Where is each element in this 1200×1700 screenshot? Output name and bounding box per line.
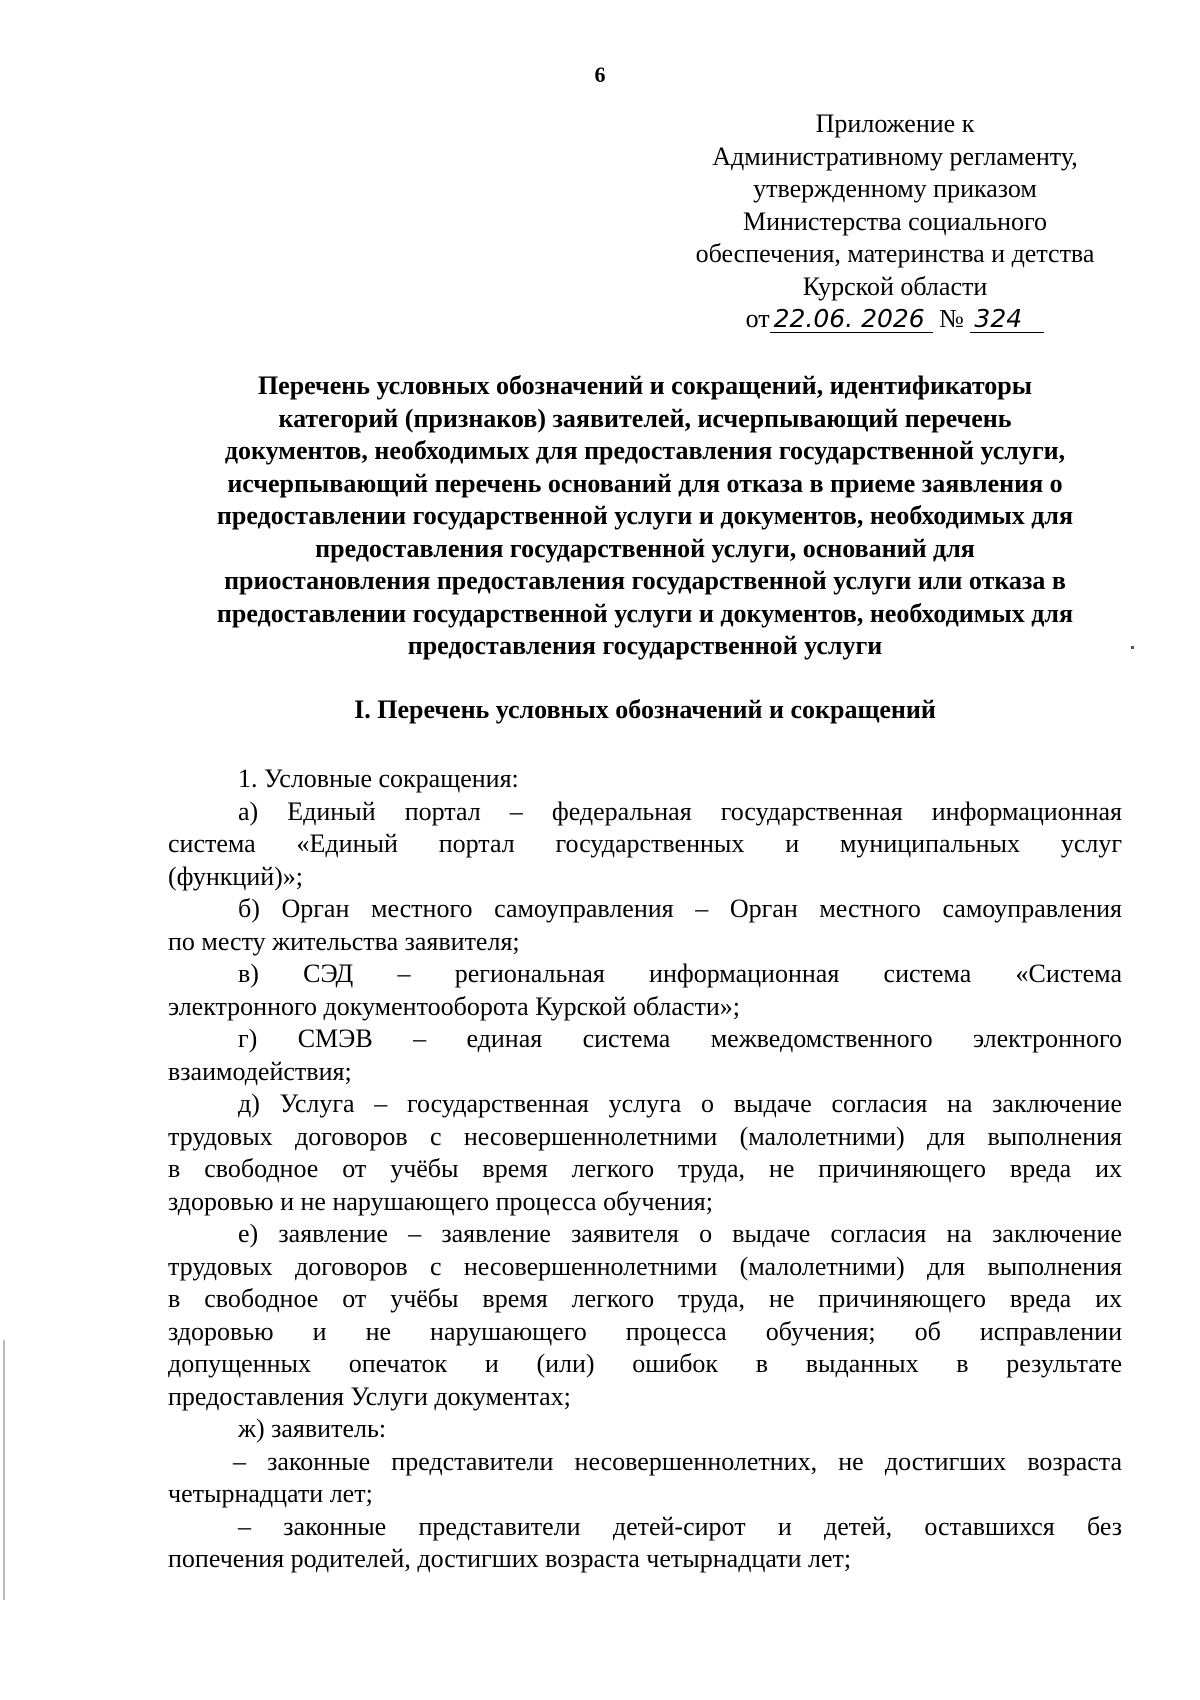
body-line: в) СЭД – региональная информационная система «Система [238,959,1122,988]
body-line: допущенных опечаток и (или) ошибок в выданных в результате [168,1349,1122,1378]
body-line: система «Единый портал государственных и муниципальных услуг [168,829,1122,858]
approval-line: утвержденному приказом [753,174,1037,203]
title-line: предоставлении государственной услуги и документов, необходимых для [216,598,1074,628]
body-line: б) Орган местного самоуправления – Орган местного самоуправления [238,894,1122,923]
title-line: предоставлении государственной услуги и документов, необходимых для [216,501,1074,530]
title-line: Перечень условных обозначений и сокращений, идентификаторы [257,371,1033,400]
body-line: а) Единый портал – федеральная государственная информационная [238,796,1122,826]
body-line: 1. Условные сокращения: [238,764,519,793]
approval-line: Курской области [802,271,988,301]
scan-speck [3,1340,5,1600]
body-line: четырнадцати лет; [168,1479,373,1508]
approval-line: обеспечения, материнства и детства [695,239,1095,268]
body-line: (функций)»; [168,861,304,891]
approval-line: Административному регламенту, [712,141,1078,171]
body-line: г) СМЭВ – единая система межведомственного электронного [238,1024,1122,1053]
handwritten-date: 22.06. 2026 [770,306,933,333]
approval-date-number-line [660,303,1130,336]
body-line: в свободное от учёбы время легкого труда, не причиняющего вреда их [168,1284,1122,1313]
scan-speck [1131,646,1134,649]
body-line: здоровью и не нарушающего процесса обучения; об исправлении [168,1316,1122,1346]
handwritten-number: 324 [970,306,1044,333]
body-line: – законные представители детей-сирот и детей, оставшихся без [238,1511,1122,1541]
body-text [168,763,1122,1576]
body-line: е) заявление – заявление заявителя о выдаче согласия на заключение [238,1219,1122,1248]
body-line: здоровью и не нарушающего процесса обучения; [168,1186,713,1216]
from-label: от [745,304,770,333]
section-heading: I. Перечень условных обозначений и сокращений [354,695,936,724]
body-line: предоставления Услуги документах; [168,1381,571,1411]
title-line: категорий (признаков) заявителей, исчерпывающий перечень [278,403,1012,433]
body-line: по месту жительства заявителя; [168,926,520,956]
title-line: предоставления государственной услуги [407,631,883,660]
body-line: – законные представители несовершеннолетних, не достигших возраста [233,1446,1122,1476]
title-line: приостановления предоставления государственной услуги или отказа в [224,566,1066,595]
body-line: трудовых договоров с несовершеннолетними (малолетними) для выполнения [168,1121,1122,1151]
body-line: д) Услуга – государственная услуга о выдаче согласия на заключение [238,1089,1122,1118]
body-line: в свободное от учёбы время легкого труда, не причиняющего вреда их [168,1154,1122,1183]
body-line: взаимодействия; [168,1056,352,1086]
title-line: документов, необходимых для предоставления государственной услуги, [224,436,1066,465]
approval-line: Министерства социального [742,206,1048,236]
document-title [168,370,1122,663]
page-number: 6 [594,62,606,87]
title-line: исчерпывающий перечень оснований для отказа в приеме заявления о [227,468,1063,498]
body-line: ж) заявитель: [238,1414,387,1443]
body-line: электронного документооборота Курской области»; [168,991,740,1021]
approval-line: Приложение к [815,109,975,138]
number-label: № [939,304,964,333]
approval-block [660,108,1130,336]
title-line: предоставления государственной услуги, оснований для [315,533,975,563]
body-line: трудовых договоров с несовершеннолетними (малолетними) для выполнения [168,1251,1122,1281]
body-line: попечения родителей, достигших возраста четырнадцати лет; [168,1544,852,1573]
